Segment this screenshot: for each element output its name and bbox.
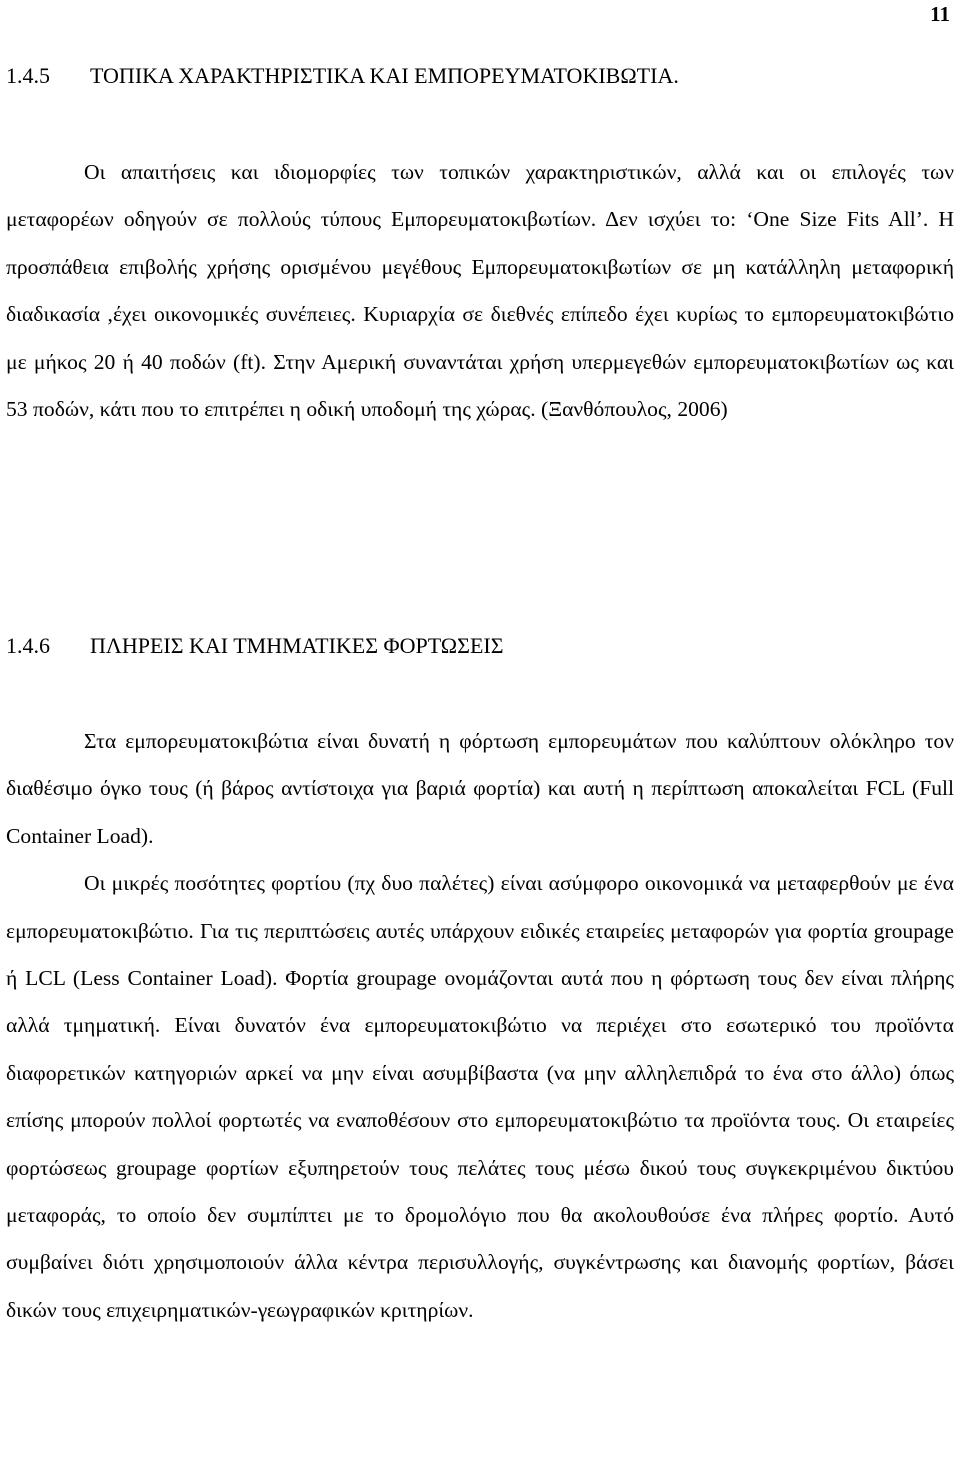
section-title: ΤΟΠΙΚΑ ΧΑΡΑΚΤΗΡΙΣΤΙΚΑ ΚΑΙ ΕΜΠΟΡΕΥΜΑΤΟΚΙΒΩΤΙΑ.	[90, 63, 679, 88]
section-1-4-6-body	[6, 718, 954, 1334]
paragraph: Οι μικρές ποσότητες φορτίου (πχ δυο παλέτες) είναι ασύμφορο οικονομικά να μεταφερθούν με ένα εμπορευματοκιβώτιο. Για τις περιπτώσεις αυτές υπάρχουν ειδικές εταιρείες μεταφορών για φορτία groupage ή LCL (Less Container Load). Φορτία groupage ονομάζονται αυτά που η φόρτωση τους δεν είναι πλήρης αλλά τμηματική. Είναι δυνατόν ένα εμπορευματοκιβώτιο να περιέχει στο εσωτερικό του προϊόντα διαφορετικών κατηγοριών αρκεί να μην είναι ασυμβίβαστα (να μην αλληλεπιδρά το ένα στο άλλο) όπως επίσης μπορούν πολλοί φορτωτές να εναποθέσουν στο εμπορευματοκιβώτιο τα προϊόντα τους. Οι εταιρείες φορτώσεως groupage φορτίων εξυπηρετούν τους πελάτες τους μέσω δικού τους συγκεκριμένου δικτύου μεταφοράς, το οποίο δεν συμπίπτει με το δρομολόγιο που θα ακολουθούσε ένα πλήρες φορτίο. Αυτό συμβαίνει διότι χρησιμοποιούν άλλα κέντρα περισυλλογής, συγκέντρωσης και διανομής φορτίων, βάσει δικών τους επιχειρηματικών-γεωγραφικών κριτηρίων.	[6, 871, 954, 1322]
section-number: 1.4.6	[6, 633, 50, 658]
page-number: 11	[930, 2, 950, 26]
section-1-4-5	[6, 62, 954, 90]
paragraph: Στα εμπορευματοκιβώτια είναι δυνατή η φόρτωση εμπορευμάτων που καλύπτουν ολόκληρο τον διαθέσιμο όγκο τους (ή βάρος αντίστοιχα για βαριά φορτία) και αυτή η περίπτωση αποκαλείται FCL (Full Container Load).	[6, 729, 954, 848]
section-number: 1.4.5	[6, 63, 50, 88]
paragraph: Οι απαιτήσεις και ιδιομορφίες των τοπικών χαρακτηριστικών, αλλά και οι επιλογές των μεταφορέων οδηγούν σε πολλούς τύπους Εμπορευματοκιβωτίων. Δεν ισχύει το: ‘One Size Fits All’. Η προσπάθεια επιβολής χρήσης ορισμένου μεγέθους Εμπορευματοκιβωτίων σε μη κατάλληλη μεταφορική διαδικασία ,έχει οικονομικές συνέπειες. Κυριαρχία σε διεθνές επίπεδο έχει κυρίως το εμπορευματοκιβώτιο με μήκος 20 ή 40 ποδών (ft). Στην Αμερική συναντάται χρήση υπερμεγεθών εμπορευματοκιβωτίων ως και 53 ποδών, κάτι που το επιτρέπει η οδική υποδομή της χώρας. (Ξανθόπουλος, 2006)	[6, 160, 954, 422]
section-1-4-5-body	[6, 149, 954, 433]
section-1-4-6	[6, 632, 954, 660]
section-heading	[6, 632, 954, 660]
section-title: ΠΛΗΡΕΙΣ ΚΑΙ ΤΜΗΜΑΤΙΚΕΣ ΦΟΡΤΩΣΕΙΣ	[90, 633, 504, 658]
section-heading	[6, 62, 954, 90]
